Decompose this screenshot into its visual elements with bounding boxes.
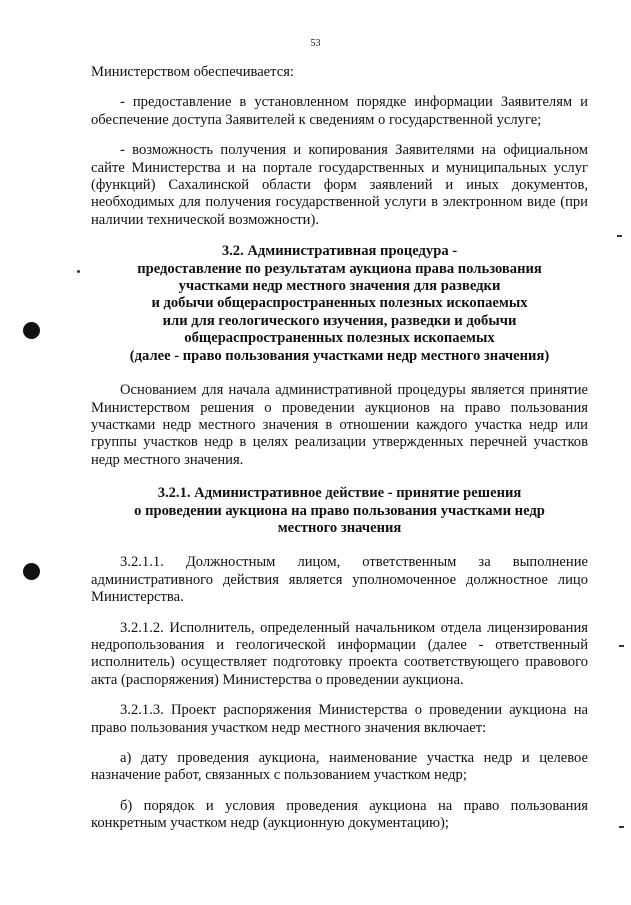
heading-line: 3.2. Административная процедура - <box>221 243 458 260</box>
heading-line: или для геологического изучения, разведки и добычи <box>162 312 517 329</box>
intro-line: Министерством обеспечивается: <box>91 64 294 80</box>
clause-3-2-1-1: 3.2.1.1. Должностным лицом, ответственным за выполнение административного действия является уполномоченное должностное лицо Министерства. <box>91 554 588 606</box>
scan-mark-right-2 <box>619 645 624 647</box>
punch-hole-top <box>23 322 40 339</box>
document-body <box>91 64 588 846</box>
heading-line: о проведении аукциона на право пользования участками недр <box>134 502 545 519</box>
scan-mark-right-3 <box>619 826 624 828</box>
section-heading-3-2 <box>91 243 588 365</box>
heading-line: местного значения <box>277 519 402 536</box>
heading-line: 3.2.1. Административное действие - принятие решения <box>157 485 522 502</box>
heading-line: и добычи общераспространенных полезных ископаемых <box>151 295 528 312</box>
punch-hole-bottom <box>23 563 40 580</box>
section-heading-3-2-1 <box>91 485 588 537</box>
section-3-2-paragraph: Основанием для начала административной процедуры является принятие Министерством решения о проведении аукционов на право пользования участками недр местного значения в отношении каждого участка недр или группы участков недр в целях реализации утвержденных перечней участков недр местного значения. <box>91 382 588 468</box>
clause-item-b: б) порядок и условия проведения аукциона на право пользования конкретным участком недр (аукционную документацию); <box>91 797 588 832</box>
intro-item-forms: - возможность получения и копирования Заявителями на официальном сайте Министерства и на портале государственных и муниципальных услуг (функций) Сахалинской области форм заявлений и иных документов, необходимых для получения государственной услуги в электронном виде (при наличии технической возможности). <box>91 142 588 228</box>
heading-line: предоставление по результатам аукциона права пользования <box>137 260 542 277</box>
clause-3-2-1-2: 3.2.1.2. Исполнитель, определенный начальником отдела лицензирования недропользования и геологической информации (далее - ответственный исполнитель) осуществляет подготовку проекта соответствующего правового акта (распоряжения) Министерства о проведении аукциона. <box>91 619 588 688</box>
scan-speck <box>77 270 80 273</box>
clause-item-a: а) дату проведения аукциона, наименование участка недр и целевое назначение работ, связанных с пользованием участком недр; <box>91 750 588 784</box>
heading-line: участками недр местного значения для разведки <box>178 278 501 295</box>
intro-item-info: - предоставление в установленном порядке информации Заявителям и обеспечение доступа Заявителей к сведениям о государственной услуге; <box>91 94 588 128</box>
clause-3-2-1-3: 3.2.1.3. Проект распоряжения Министерства о проведении аукциона на право пользования участком недр местного значения включает: <box>91 702 588 736</box>
heading-line: (далее - право пользования участками недр местного значения) <box>129 347 550 364</box>
heading-line: общераспространенных полезных ископаемых <box>184 330 495 347</box>
scan-mark-right-1 <box>617 235 622 237</box>
page-number: 53 <box>310 38 321 49</box>
